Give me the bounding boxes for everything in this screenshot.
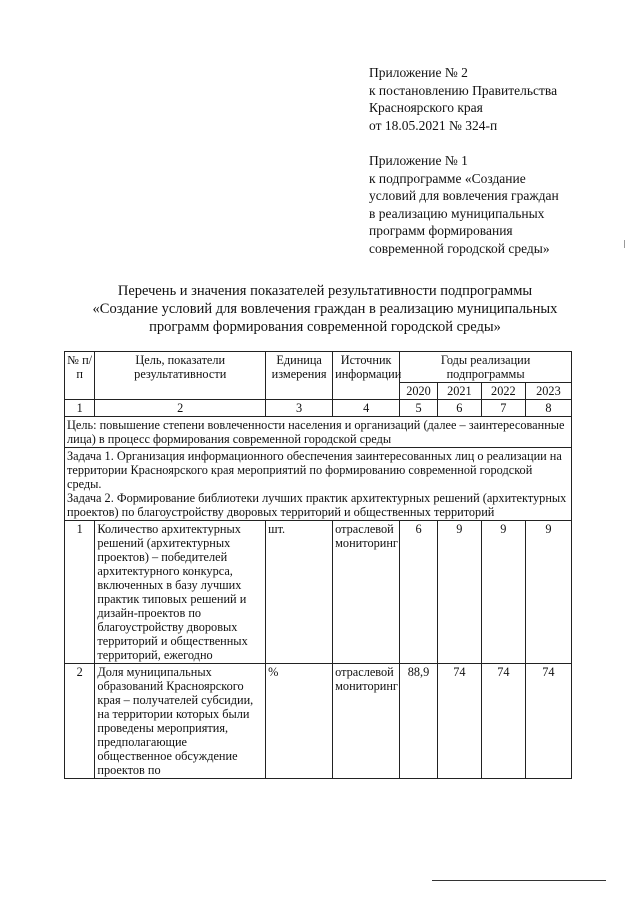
column-number: 5 (400, 400, 438, 417)
row-indicator: Количество архитектурных решений (архитектурных проектов) – победителей архитектурного конкурса, включенных в базу лучших практик типовых решений и дизайн-проектов по благоустройству дворовых территорий и общественных территорий, ежегодно (95, 521, 266, 664)
appendix-sub-line: к подпрограмме «Создание (369, 170, 526, 186)
appendix-gov-line: от 18.05.2021 № 324-п (369, 117, 498, 133)
header-year: 2023 (525, 383, 571, 400)
appendix-gov-line: к постановлению Правительства (369, 82, 558, 98)
row-value-2020: 88,9 (400, 664, 438, 779)
appendix-sub-block (369, 152, 619, 257)
table-row (65, 521, 572, 664)
task-1-text: Задача 1. Организация информационного обеспечения заинтересованных лиц о реализации на территории Красноярского края мероприятий по формированию современной городской среды. (67, 449, 562, 491)
table-row (65, 664, 572, 779)
document-title (40, 282, 610, 336)
title-line: «Создание условий для вовлечения граждан в реализацию муниципальных (92, 301, 558, 317)
appendix-gov-block (369, 64, 619, 134)
header-goal: Цель, показатели результативности (95, 352, 266, 400)
header-years-group: Годы реализации подпрограммы (400, 352, 572, 383)
header-year: 2020 (400, 383, 438, 400)
row-num: 1 (65, 521, 95, 664)
row-indicator: Доля муниципальных образований Красноярского края – получателей субсидии, на территории которых были проведены мероприятия, предполагающие общественное обсуждение проектов по (95, 664, 266, 779)
scan-edge-mark (624, 240, 625, 248)
column-number: 8 (525, 400, 571, 417)
row-num: 2 (65, 664, 95, 779)
column-number: 7 (481, 400, 525, 417)
column-number: 6 (437, 400, 481, 417)
row-value-2021: 9 (437, 521, 481, 664)
appendix-sub-line: Приложение № 1 (369, 153, 468, 168)
column-number: 4 (333, 400, 400, 417)
row-source: отраслевой мониторинг (333, 521, 400, 664)
row-unit: % (266, 664, 333, 779)
appendix-gov-line: Приложение № 2 (369, 65, 468, 80)
row-value-2023: 9 (525, 521, 571, 664)
tasks-cell (65, 448, 572, 521)
appendix-sub-line: условий для вовлечения граждан (369, 188, 559, 203)
header-row-1 (65, 352, 572, 383)
indicators-table (64, 351, 572, 779)
title-line: Перечень и значения показателей результативности подпрограммы (117, 283, 533, 299)
column-number: 1 (65, 400, 95, 417)
bottom-rule (432, 880, 606, 881)
appendix-sub-line: программ формирования (369, 223, 513, 238)
row-unit: шт. (266, 521, 333, 664)
task-2-text: Задача 2. Формирование библиотеки лучших практик архитектурных решений (архитектурных проектов) по благоустройству дворовых территорий и общественных территорий (67, 491, 567, 519)
header-source: Источник информации (333, 352, 400, 400)
row-value-2022: 9 (481, 521, 525, 664)
column-number: 2 (95, 400, 266, 417)
header-year: 2022 (481, 383, 525, 400)
appendix-sub-line: современной городской среды» (369, 240, 550, 256)
header-num: № п/п (65, 352, 95, 400)
appendix-gov-line: Красноярского края (369, 100, 483, 115)
column-number: 3 (266, 400, 333, 417)
goal-row (65, 417, 572, 448)
row-source: отраслевой мониторинг (333, 664, 400, 779)
row-value-2020: 6 (400, 521, 438, 664)
row-value-2023: 74 (525, 664, 571, 779)
header-year: 2021 (437, 383, 481, 400)
goal-text: Цель: повышение степени вовлеченности населения и организаций (далее – заинтересованные лица) в процесс формирования современной городской среды (65, 417, 572, 448)
row-value-2021: 74 (437, 664, 481, 779)
title-line: программ формирования современной городской среды» (149, 319, 501, 335)
header-unit: Единица измерения (266, 352, 333, 400)
row-value-2022: 74 (481, 664, 525, 779)
tasks-row (65, 448, 572, 521)
column-numbers-row (65, 400, 572, 417)
appendix-sub-line: в реализацию муниципальных (369, 205, 545, 221)
